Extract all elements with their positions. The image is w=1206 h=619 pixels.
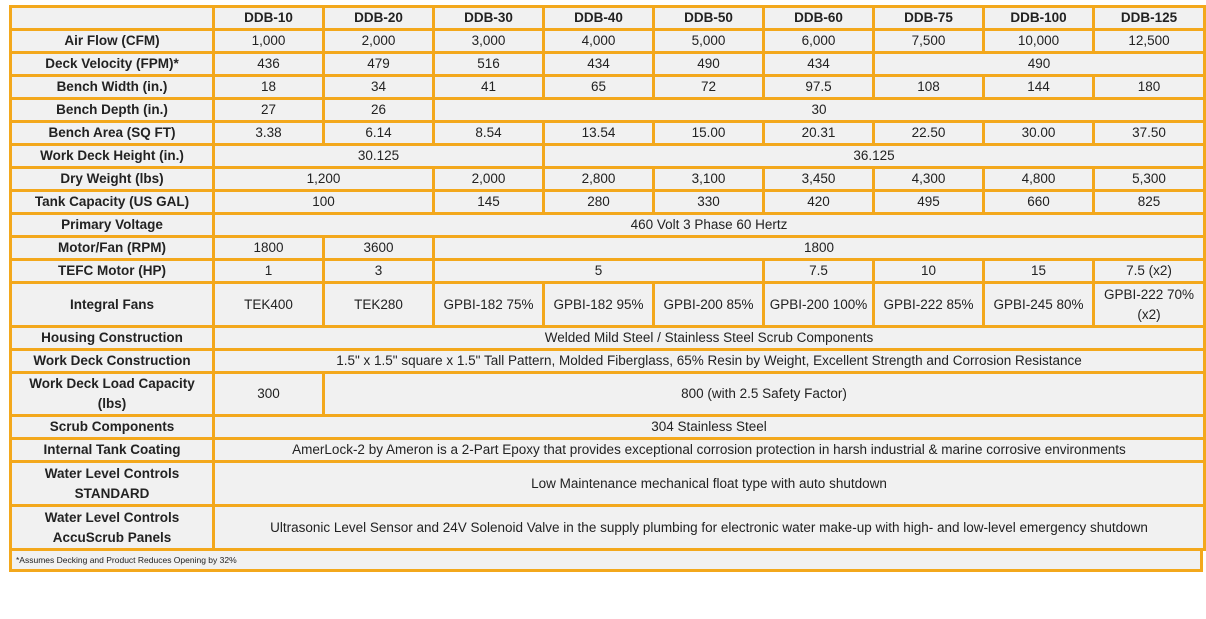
table-cell: 37.50 xyxy=(1094,122,1205,145)
table-cell: TEK280 xyxy=(324,283,434,327)
table-cell: 30.00 xyxy=(984,122,1094,145)
row-label: Motor/Fan (RPM) xyxy=(11,237,214,260)
row-label: Water Level Controls STANDARD xyxy=(11,462,214,506)
deck-velocity-row xyxy=(11,53,1205,76)
table-cell: 479 xyxy=(324,53,434,76)
row-label: Bench Area (SQ FT) xyxy=(11,122,214,145)
table-cell-merged: 800 (with 2.5 Safety Factor) xyxy=(324,373,1205,416)
table-cell: TEK400 xyxy=(214,283,324,327)
row-label: Primary Voltage xyxy=(11,214,214,237)
row-label: Work Deck Load Capacity (lbs) xyxy=(11,373,214,416)
table-cell: GPBI-222 70% (x2) xyxy=(1094,283,1205,327)
table-cell: 420 xyxy=(764,191,874,214)
table-cell-merged: 1.5" x 1.5" square x 1.5" Tall Pattern, Molded Fiberglass, 65% Resin by Weight, Excellent Strength and Corrosion Resistance xyxy=(214,350,1205,373)
row-label: Tank Capacity (US GAL) xyxy=(11,191,214,214)
row-label: Work Deck Height (in.) xyxy=(11,145,214,168)
table-cell: 825 xyxy=(1094,191,1205,214)
table-cell: 15 xyxy=(984,260,1094,283)
table-cell-merged: Low Maintenance mechanical float type with auto shutdown xyxy=(214,462,1205,506)
table-cell-merged: Ultrasonic Level Sensor and 24V Solenoid Valve in the supply plumbing for electronic water make-up with high- and low-level emergency shutdown xyxy=(214,506,1205,550)
table-cell: 7.5 xyxy=(764,260,874,283)
bench-area-row xyxy=(11,122,1205,145)
table-cell: 300 xyxy=(214,373,324,416)
model-header: DDB-100 xyxy=(984,7,1094,30)
table-cell: 26 xyxy=(324,99,434,122)
model-header: DDB-20 xyxy=(324,7,434,30)
work-deck-height-row xyxy=(11,145,1205,168)
table-cell-merged: Welded Mild Steel / Stainless Steel Scrub Components xyxy=(214,327,1205,350)
bench-depth-row xyxy=(11,99,1205,122)
air-flow-row xyxy=(11,30,1205,53)
table-cell: 6.14 xyxy=(324,122,434,145)
row-label: Water Level Controls AccuScrub Panels xyxy=(11,506,214,550)
table-cell-merged: 1,200 xyxy=(214,168,434,191)
table-cell: GPBI-200 85% xyxy=(654,283,764,327)
table-cell: 660 xyxy=(984,191,1094,214)
table-cell-merged: 30.125 xyxy=(214,145,544,168)
table-cell: 7,500 xyxy=(874,30,984,53)
table-cell: 3,000 xyxy=(434,30,544,53)
table-cell: 18 xyxy=(214,76,324,99)
row-label: Work Deck Construction xyxy=(11,350,214,373)
model-header: DDB-40 xyxy=(544,7,654,30)
table-cell: 3,100 xyxy=(654,168,764,191)
table-cell: 10,000 xyxy=(984,30,1094,53)
table-cell-merged: 36.125 xyxy=(544,145,1205,168)
table-cell-merged: 5 xyxy=(434,260,764,283)
primary-voltage-row xyxy=(11,214,1205,237)
row-label: Integral Fans xyxy=(11,283,214,327)
model-header: DDB-30 xyxy=(434,7,544,30)
table-cell: 1 xyxy=(214,260,324,283)
model-header: DDB-60 xyxy=(764,7,874,30)
integral-fans-row xyxy=(11,283,1205,327)
table-cell: GPBI-222 85% xyxy=(874,283,984,327)
dry-weight-row xyxy=(11,168,1205,191)
model-header: DDB-50 xyxy=(654,7,764,30)
table-cell: 144 xyxy=(984,76,1094,99)
table-cell: 6,000 xyxy=(764,30,874,53)
table-cell: 41 xyxy=(434,76,544,99)
water-level-standard-row xyxy=(11,462,1205,506)
table-cell: 20.31 xyxy=(764,122,874,145)
header-row xyxy=(11,7,1205,30)
table-cell: 1800 xyxy=(214,237,324,260)
table-cell-merged: AmerLock-2 by Ameron is a 2-Part Epoxy that provides exceptional corrosion protection in harsh industrial & marine corrosive environments xyxy=(214,439,1205,462)
table-cell: 3,450 xyxy=(764,168,874,191)
table-cell: 27 xyxy=(214,99,324,122)
spec-table-container xyxy=(9,5,1203,572)
table-cell: 280 xyxy=(544,191,654,214)
table-cell: 72 xyxy=(654,76,764,99)
scrub-components-row xyxy=(11,416,1205,439)
row-label: Air Flow (CFM) xyxy=(11,30,214,53)
row-label: Bench Depth (in.) xyxy=(11,99,214,122)
tefc-motor-row xyxy=(11,260,1205,283)
footnote: *Assumes Decking and Product Reduces Opening by 32% xyxy=(9,551,1203,572)
table-cell: 13.54 xyxy=(544,122,654,145)
tank-capacity-row xyxy=(11,191,1205,214)
table-cell: 4,800 xyxy=(984,168,1094,191)
row-label: Scrub Components xyxy=(11,416,214,439)
table-cell: 22.50 xyxy=(874,122,984,145)
model-header: DDB-75 xyxy=(874,7,984,30)
table-cell: GPBI-200 100% xyxy=(764,283,874,327)
table-cell: GPBI-245 80% xyxy=(984,283,1094,327)
table-cell: 490 xyxy=(654,53,764,76)
row-label: Bench Width (in.) xyxy=(11,76,214,99)
row-label: Housing Construction xyxy=(11,327,214,350)
table-cell: 2,000 xyxy=(324,30,434,53)
table-cell-merged: 100 xyxy=(214,191,434,214)
header-corner-cell xyxy=(11,7,214,30)
table-cell: 3 xyxy=(324,260,434,283)
model-header: DDB-10 xyxy=(214,7,324,30)
table-cell: 516 xyxy=(434,53,544,76)
model-header: DDB-125 xyxy=(1094,7,1205,30)
spec-table xyxy=(9,5,1206,551)
table-cell: 12,500 xyxy=(1094,30,1205,53)
table-cell: 34 xyxy=(324,76,434,99)
row-label: Internal Tank Coating xyxy=(11,439,214,462)
table-cell-merged: 1800 xyxy=(434,237,1205,260)
table-cell: 4,300 xyxy=(874,168,984,191)
table-cell: 434 xyxy=(544,53,654,76)
table-cell: 2,800 xyxy=(544,168,654,191)
row-label: Deck Velocity (FPM)* xyxy=(11,53,214,76)
table-cell: 495 xyxy=(874,191,984,214)
water-level-accuscrub-row xyxy=(11,506,1205,550)
row-label: TEFC Motor (HP) xyxy=(11,260,214,283)
table-cell: 180 xyxy=(1094,76,1205,99)
table-cell: 7.5 (x2) xyxy=(1094,260,1205,283)
table-cell: 65 xyxy=(544,76,654,99)
work-deck-load-row xyxy=(11,373,1205,416)
motor-fan-row xyxy=(11,237,1205,260)
table-cell: 108 xyxy=(874,76,984,99)
table-cell-merged: 304 Stainless Steel xyxy=(214,416,1205,439)
table-cell: 15.00 xyxy=(654,122,764,145)
table-cell: 145 xyxy=(434,191,544,214)
table-cell: 2,000 xyxy=(434,168,544,191)
housing-construction-row xyxy=(11,327,1205,350)
table-cell: 3600 xyxy=(324,237,434,260)
table-cell-merged: 490 xyxy=(874,53,1205,76)
table-cell: 4,000 xyxy=(544,30,654,53)
row-label: Dry Weight (lbs) xyxy=(11,168,214,191)
table-cell: 10 xyxy=(874,260,984,283)
table-cell: 1,000 xyxy=(214,30,324,53)
table-cell: 3.38 xyxy=(214,122,324,145)
table-cell: 434 xyxy=(764,53,874,76)
table-cell: GPBI-182 75% xyxy=(434,283,544,327)
table-cell: 8.54 xyxy=(434,122,544,145)
bench-width-row xyxy=(11,76,1205,99)
work-deck-construction-row xyxy=(11,350,1205,373)
table-cell: 97.5 xyxy=(764,76,874,99)
table-cell: 436 xyxy=(214,53,324,76)
table-cell: 5,300 xyxy=(1094,168,1205,191)
table-cell-merged: 30 xyxy=(434,99,1205,122)
table-cell-merged: 460 Volt 3 Phase 60 Hertz xyxy=(214,214,1205,237)
internal-tank-coating-row xyxy=(11,439,1205,462)
table-cell: 5,000 xyxy=(654,30,764,53)
table-cell: 330 xyxy=(654,191,764,214)
table-cell: GPBI-182 95% xyxy=(544,283,654,327)
